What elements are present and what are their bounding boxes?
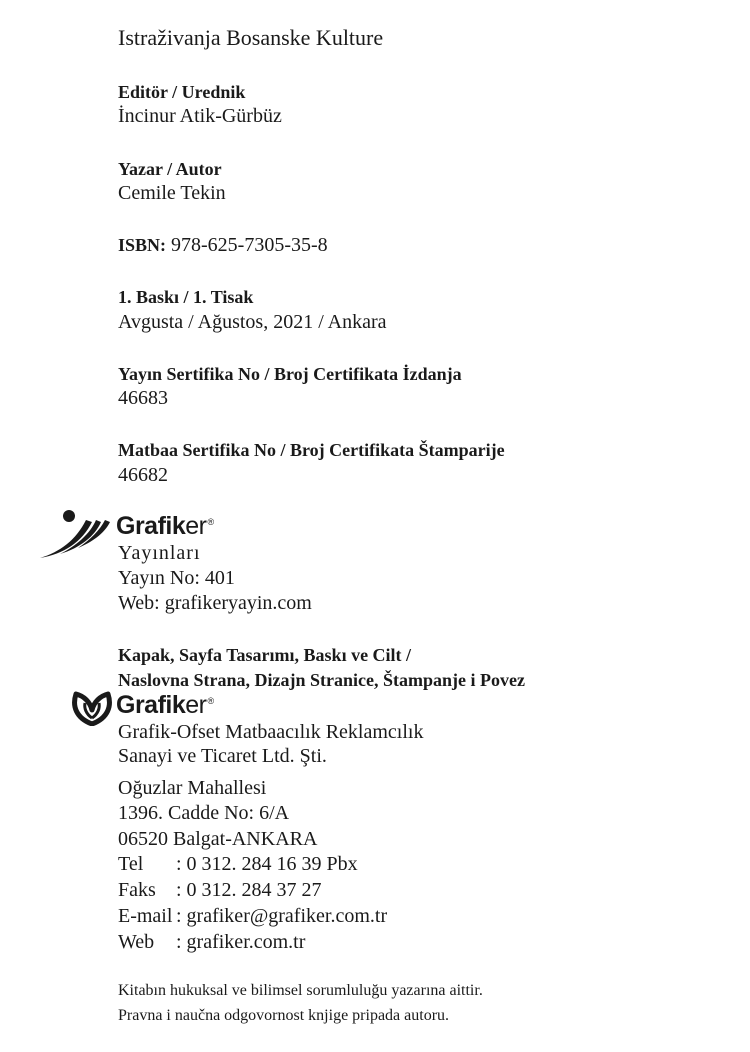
editor-label: Editör / Urednik	[118, 82, 246, 102]
tel-value: : 0 312. 284 16 39 Pbx	[176, 853, 358, 875]
printer-address-line2: 1396. Cadde No: 6/A	[118, 802, 290, 824]
printer-logo-bold: Grafik	[116, 691, 186, 719]
publisher-web: Web: grafikeryayin.com	[118, 592, 312, 614]
printer-cert-label: Matbaa Sertifika No / Broj Certifikata Štamparije	[118, 440, 505, 460]
printer-company-line1: Grafik-Ofset Matbaacılık Reklamcılık	[118, 721, 424, 743]
author-name: Cemile Tekin	[118, 182, 226, 204]
publisher-number: Yayın No: 401	[118, 567, 235, 589]
printer-address-line1: Oğuzlar Mahallesi	[118, 777, 267, 799]
printer-tel-row	[118, 852, 358, 876]
publisher-subtitle: Yayınları	[118, 542, 201, 564]
series-title: Istraživanja Bosanske Kulture	[118, 25, 384, 50]
edition-value: Avgusta / Ağustos, 2021 / Ankara	[118, 311, 387, 333]
printer-logo-light: er	[185, 691, 207, 719]
printer-logo-wordmark	[116, 691, 214, 720]
isbn-label: ISBN:	[118, 235, 167, 255]
tel-label: Tel	[118, 853, 144, 875]
isbn-line	[118, 233, 328, 257]
web-label: Web	[118, 931, 155, 953]
printer-email-row	[118, 904, 387, 928]
disclaimer-line1: Kitabın hukuksal ve bilimsel sorumluluğu yazarına aittir.	[118, 982, 483, 999]
disclaimer-line2: Pravna i naučna odgovornost knjige pripada autoru.	[118, 1007, 450, 1024]
grafiker-ofset-leaf-logo-icon	[70, 690, 114, 726]
email-value: : grafiker@grafiker.com.tr	[176, 905, 388, 927]
editor-name: İncinur Atik-Gürbüz	[118, 105, 282, 127]
fax-label: Faks	[118, 879, 156, 901]
production-heading-line1: Kapak, Sayfa Tasarımı, Baskı ve Cilt /	[118, 645, 412, 665]
printer-logo-registered: ®	[207, 695, 214, 706]
publisher-cert-label: Yayın Sertifika No / Broj Certifikata İzdanja	[118, 364, 462, 384]
printer-cert-number: 46682	[118, 464, 168, 486]
printer-address-line3: 06520 Balgat-ANKARA	[118, 828, 318, 850]
publisher-logo-bold: Grafik	[116, 512, 186, 540]
production-heading-line2: Naslovna Strana, Dizajn Stranice, Štampanje i Povez	[118, 670, 525, 690]
email-label: E-mail	[118, 905, 173, 927]
edition-label: 1. Baskı / 1. Tisak	[118, 287, 254, 307]
printer-company-line2: Sanayi ve Ticaret Ltd. Şti.	[118, 745, 327, 767]
printer-fax-row	[118, 878, 322, 902]
isbn-value: 978-625-7305-35-8	[171, 234, 328, 256]
publisher-logo-registered: ®	[207, 516, 214, 527]
publisher-logo-wordmark	[116, 512, 214, 541]
publisher-logo-light: er	[185, 512, 207, 540]
grafiker-yayinlari-swoosh-logo-icon	[38, 508, 118, 562]
printer-web-row	[118, 930, 305, 954]
publisher-cert-number: 46683	[118, 387, 168, 409]
author-label: Yazar / Autor	[118, 159, 222, 179]
web-value: : grafiker.com.tr	[176, 931, 306, 953]
fax-value: : 0 312. 284 37 27	[176, 879, 322, 901]
